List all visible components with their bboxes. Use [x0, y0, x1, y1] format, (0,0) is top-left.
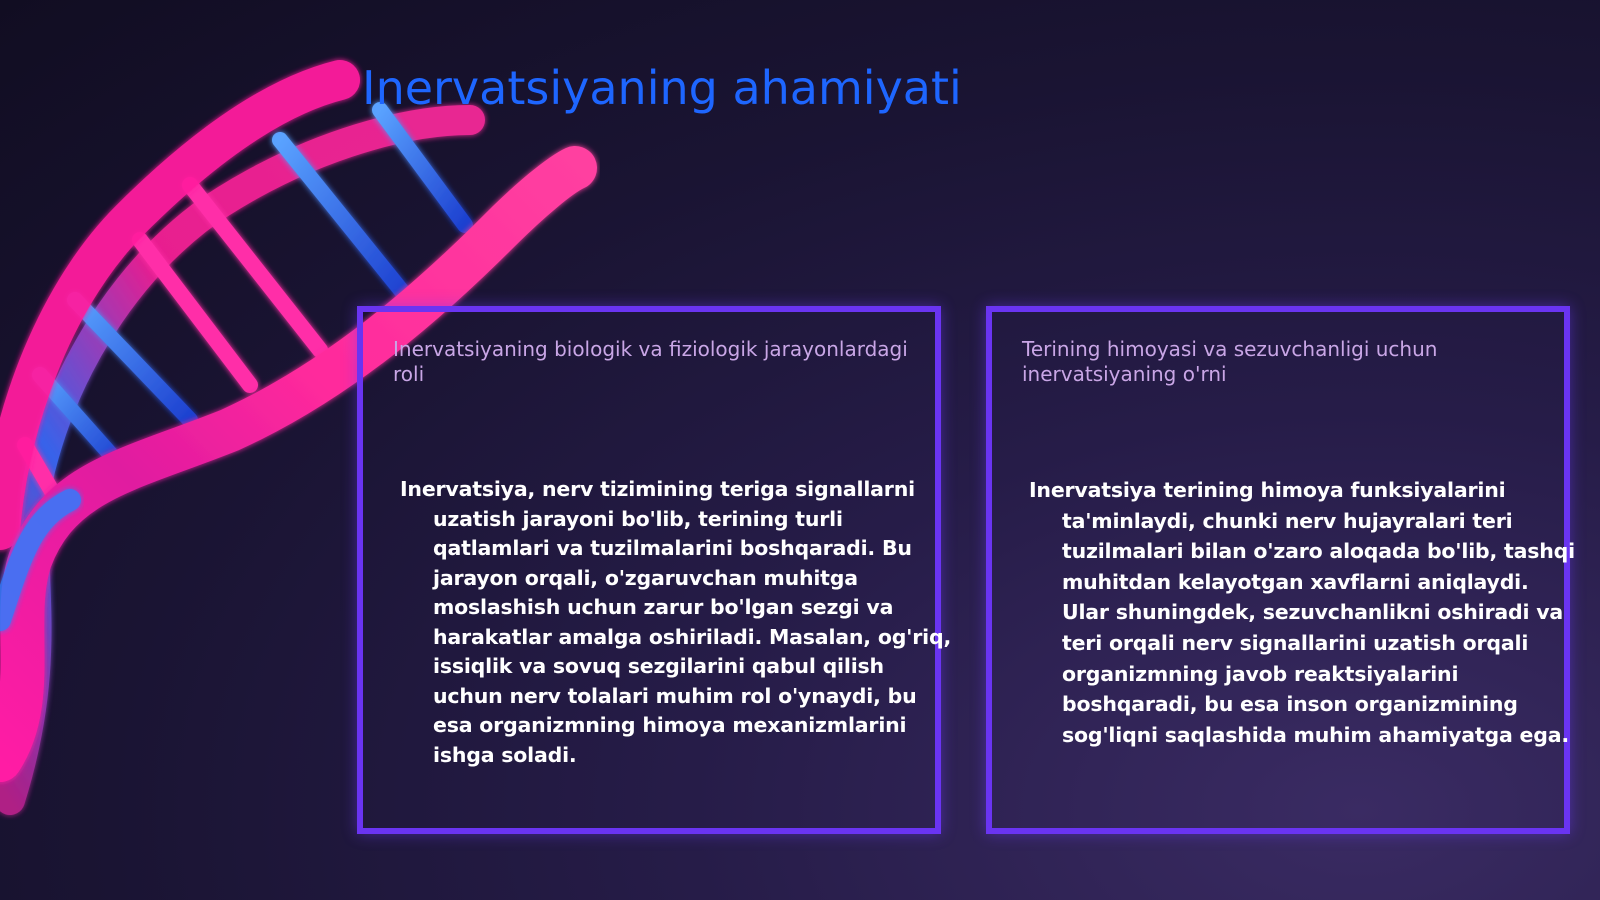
card-body-text: Inervatsiya, nerv tizimining teriga signallarni uzatish jarayoni bo'lib, terining turli qatlamlari va tuzilmalarini boshqaradi. Bu jarayon orqali, o'zgaruvchan muhitga moslashish uchun zarur bo'lgan sezgi va harakatlar amalga oshiriladi. Masalan, og'riq, issiqlik va sovuq sezgilarini qabul qilish uchun nerv tolalari muhim rol o'ynaydi, bu esa organizmning himoya mexanizmlarini ishga soladi.: [400, 477, 952, 767]
card-heading: Terining himoyasi va sezuvchanligi uchun inervatsiyaning o'rni: [1022, 337, 1438, 386]
card-heading: Inervatsiyaning biologik va fiziologik jarayonlardagi roli: [393, 337, 908, 386]
card-body-text: Inervatsiya terining himoya funksiyalarini ta'minlaydi, chunki nerv hujayralari teri tuzilmalari bilan o'zaro aloqada bo'lib, tashqi muhitdan kelayotgan xavflarni aniqlaydi. Ular shuningdek, sezuvchanlikni oshiradi va teri orqali nerv signallarini uzatish orqali organizmning javob reaktsiyalarini boshqaradi, bu esa inson organizmining sog'liqni saqlashida muhim ahamiyatga ega.: [1029, 478, 1575, 747]
info-card-biological-role: [357, 306, 952, 834]
info-card-skin-protection: [986, 306, 1575, 834]
slide-title: Inervatsiyaning ahamiyati: [362, 61, 962, 115]
